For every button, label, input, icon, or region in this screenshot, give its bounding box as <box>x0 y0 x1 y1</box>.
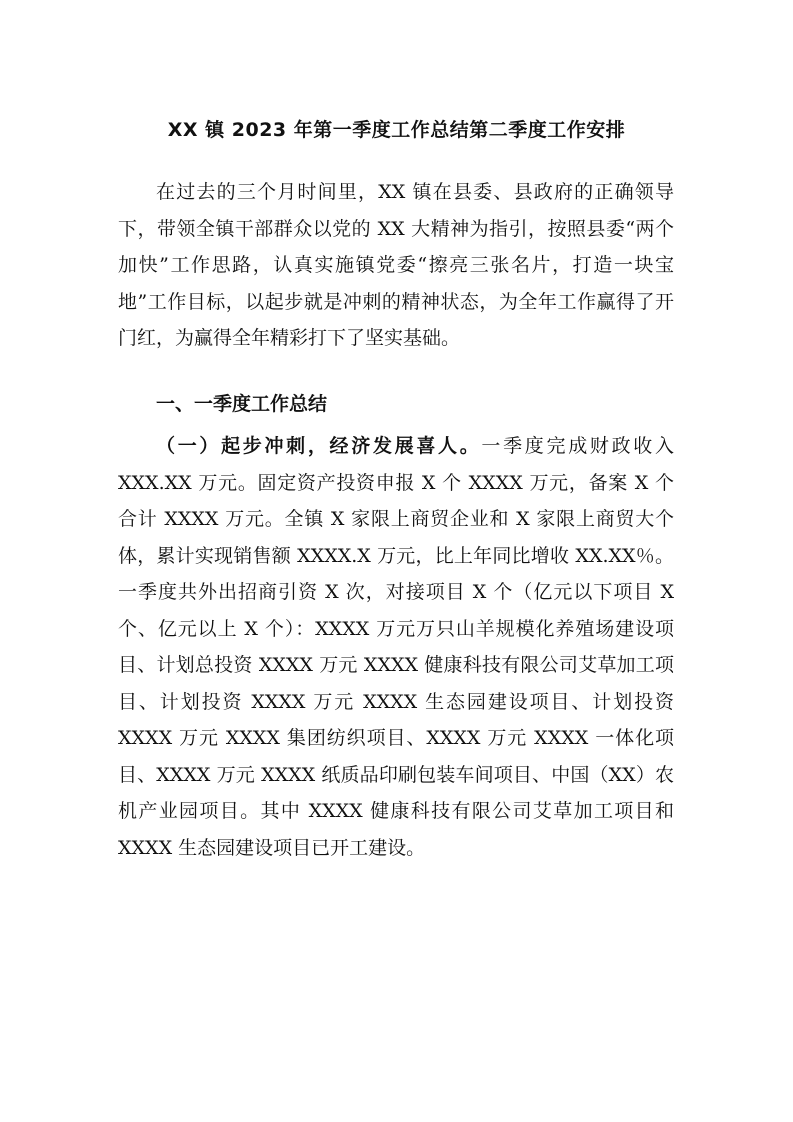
section-heading: 一、一季度工作总结 <box>156 393 328 415</box>
document-title: XX 镇 2023 年第一季度工作总结第二季度工作安排 <box>167 119 626 141</box>
subsection-paragraph <box>118 428 674 866</box>
subsection-lead: （一）起步冲刺，经济发展喜人。 <box>156 435 482 457</box>
subsection-body: 一季度完成财政收入 XXX.XX 万元。固定资产投资申报 X 个 XXXX 万元，备案 X 个合计 XXXX 万元。全镇 X 家限上商贸企业和 X 家限上商贸大个体，累计实现销售额 XXXX.X 万元，比上年同比增收 XX.XX％。一季度共外出招商引资 X 次，对接项目 X 个（亿元以下项目 X 个、亿元以上 X 个）：XXXX 万元万只山羊规模化养殖场建设项目、计划总投资 XXXX 万元 XXXX 健康科技有限公司艾草加工项目、计划投资 XXXX 万元 XXXX 生态园建设项目、计划投资 XXXX 万元 XXXX 集团纺织项目、XXXX 万元 XXXX 一体化项目、XXXX 万元 XXXX 纸质品印刷包装车间项目、中国（XX）农机产业园项目。其中 XXXX 健康科技有限公司艾草加工项目和 XXXX 生态园建设项目已开工建设。 <box>118 435 674 859</box>
intro-paragraph: 在过去的三个月时间里，XX 镇在县委、县政府的正确领导下，带领全镇干部群众以党的 XX 大精神为指引，按照县委“两个加快”工作思路，认真实施镇党委“擦亮三张名片，打造一块宝地”工作目标，以起步就是冲刺的精神状态，为全年工作赢得了开门红，为赢得全年精彩打下了坚实基础。 <box>118 181 674 349</box>
